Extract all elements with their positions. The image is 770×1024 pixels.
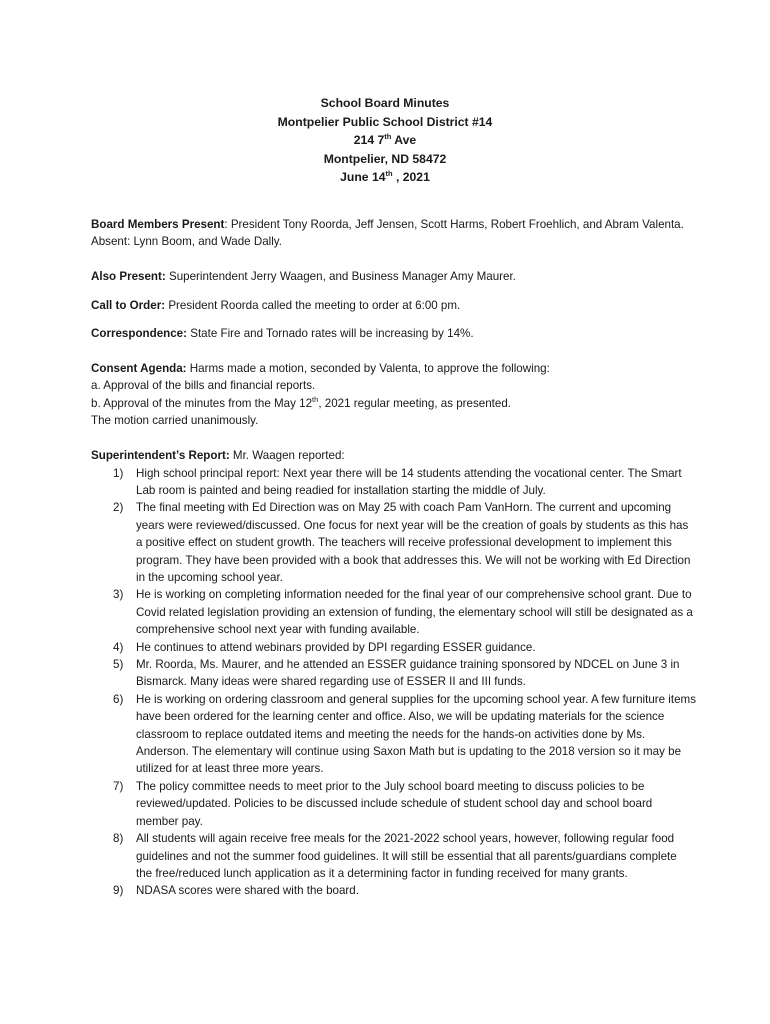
consent-item-b-start: b. Approval of the minutes from the May 12: [91, 396, 313, 410]
also-present-text: Superintendent Jerry Waagen, and Business Manager Amy Maurer.: [165, 270, 516, 284]
minutes-body: [91, 216, 696, 900]
superintendent-report-text: Mr. Waagen reported:: [229, 449, 345, 463]
address-suffix: th: [384, 132, 392, 142]
list-item-number: 6): [113, 692, 124, 706]
consent-motion-result: The motion carried unanimously.: [91, 414, 259, 428]
board-members-paragraph: [91, 216, 696, 251]
call-to-order-text: President Roorda called the meeting to order at 6:00 pm.: [165, 298, 461, 312]
list-item-text: NDASA scores were shared with the board.: [136, 884, 359, 898]
district-name: Montpelier Public School District #14: [277, 114, 493, 129]
consent-agenda-section: [91, 360, 696, 430]
list-item-number: 7): [113, 779, 124, 793]
board-members-label: Board Members Present: [91, 218, 225, 231]
list-item-text: He continues to attend webinars provided by DPI regarding ESSER guidance.: [136, 640, 536, 654]
list-item: [91, 691, 696, 778]
list-item-number: 2): [113, 501, 124, 515]
list-item-text: The policy committee needs to meet prior to the July school board meeting to discuss policies to be reviewed/updated. Policies to be discussed include schedule of student school day and school board member pay.: [136, 779, 653, 828]
call-to-order-label: Call to Order:: [91, 298, 166, 312]
list-item-number: 3): [113, 588, 124, 602]
list-item-number: 8): [113, 832, 124, 846]
list-item: [91, 830, 696, 882]
address-street: Ave: [391, 133, 417, 148]
superintendent-report-intro: [91, 447, 696, 464]
list-item: [91, 586, 696, 638]
call-to-order-paragraph: [91, 297, 696, 314]
document-header: [0, 94, 770, 187]
correspondence-label: Correspondence:: [91, 327, 187, 341]
date-year: , 2021: [392, 170, 430, 185]
street-address: [0, 131, 770, 150]
list-item-text: He is working on completing information needed for the final year of our comprehensive school grant. Due to Covid related legislation providing an extension of funding, the elementary school will still be designated as a comprehensive school next year with funding available.: [136, 588, 693, 637]
city-state-zip: Montpelier, ND 58472: [323, 151, 447, 166]
consent-agenda-text: Harms made a motion, seconded by Valenta, to approve the following:: [186, 362, 550, 376]
correspondence-paragraph: [91, 325, 696, 342]
date-suffix: th: [385, 169, 393, 179]
superintendent-report-list: [91, 465, 696, 900]
list-item: [91, 639, 696, 656]
list-item: [91, 499, 696, 586]
list-item: [91, 882, 696, 899]
also-present-label: Also Present:: [91, 270, 166, 284]
date-month-day: June 14: [340, 170, 386, 185]
consent-item-b: [91, 395, 696, 412]
document-title: School Board Minutes: [320, 96, 450, 110]
consent-agenda-label: Consent Agenda:: [91, 362, 187, 376]
consent-item-b-end: , 2021 regular meeting, as presented.: [318, 396, 512, 410]
list-item-text: The final meeting with Ed Direction was on May 25 with coach Pam VanHorn. The current and upcoming years were reviewed/discussed. One focus for next year will be the creation of goals by students as this has a positive effect on student growth. The teachers will receive professional development to implement this program. They have been provided with a book that addresses this. We will not be working with Ed Direction in the upcoming school year.: [136, 501, 691, 584]
list-item-text: All students will again receive free meals for the 2021-2022 school years, however, following regular food guidelines and not the summer food guidelines. It will still be essential that all parents/guardians complete the free/reduced lunch application as it a determining factor in funding received for many grants.: [136, 832, 677, 880]
board-members-text: : President Tony Roorda, Jeff Jensen, Scott Harms, Robert Froehlich, and Abram Valenta. Absent: Lynn Boom, and Wade Dally.: [91, 218, 684, 249]
correspondence-text: State Fire and Tornado rates will be increasing by 14%.: [187, 327, 474, 341]
superintendent-report-label: Superintendent’s Report:: [91, 449, 230, 463]
list-item-number: 4): [113, 640, 124, 654]
consent-agenda-intro: [91, 360, 696, 377]
list-item-text: He is working on ordering classroom and general supplies for the upcoming school year. A few furniture items have been ordered for the learning center and office. Also, we will be updating materials for the science classroom to replace outdated items and meeting the needs for the hands-on activities done by Ms. Anderson. The elementary will continue using Saxon Math but is updating to the 2018 version so it may be utilized for at least three more years.: [136, 692, 697, 776]
consent-item-b-suffix: th: [312, 394, 319, 404]
list-item-text: Mr. Roorda, Ms. Maurer, and he attended an ESSER guidance training sponsored by NDCEL on June 3 in Bismarck. Many ideas were shared regarding use of ESSER II and III funds.: [136, 658, 680, 689]
list-item-number: 5): [113, 658, 124, 672]
list-item: [91, 778, 696, 830]
superintendent-report-section: [91, 447, 696, 900]
also-present-paragraph: [91, 268, 696, 285]
list-item-number: 9): [113, 884, 124, 898]
address-number: 214 7: [353, 133, 385, 148]
list-item-number: 1): [113, 466, 124, 480]
list-item: [91, 465, 696, 500]
list-item: [91, 656, 696, 691]
consent-item-a: a. Approval of the bills and financial reports.: [91, 379, 316, 393]
list-item-text: High school principal report: Next year there will be 14 students attending the vocational center. The Smart Lab room is painted and being readied for installation starting the middle of July.: [136, 466, 682, 497]
meeting-date: [0, 168, 770, 187]
